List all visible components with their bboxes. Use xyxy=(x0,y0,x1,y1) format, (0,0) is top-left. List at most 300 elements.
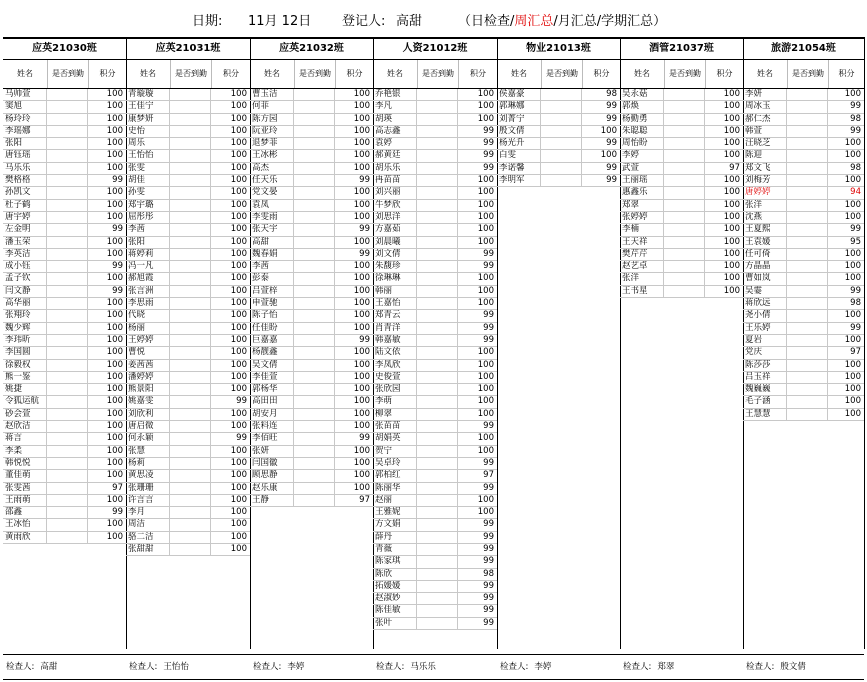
table-row xyxy=(250,200,373,212)
column-name-header: 姓名 xyxy=(373,60,418,88)
table-row xyxy=(373,470,497,482)
attendance-cell xyxy=(170,187,211,198)
column-name-header: 姓名 xyxy=(250,60,295,88)
score-cell: 100 xyxy=(477,187,494,198)
table-row xyxy=(250,335,373,347)
score-cell: 100 xyxy=(106,113,123,124)
attendance-cell xyxy=(47,138,88,149)
attendance-cell xyxy=(787,286,828,297)
student-name: 冉苗苗 xyxy=(373,175,417,186)
score-cell: 99 xyxy=(483,261,494,272)
table-row xyxy=(126,89,250,101)
student-name: 牛梦欣 xyxy=(373,200,417,211)
score-cell: 100 xyxy=(230,519,247,530)
student-name: 张婷婷 xyxy=(620,212,664,223)
attendance-cell xyxy=(417,150,458,161)
attendance-cell xyxy=(294,458,335,469)
score-cell: 99 xyxy=(236,396,247,407)
score-cell: 95 xyxy=(850,236,861,247)
table-row xyxy=(126,409,250,421)
attendance-cell xyxy=(47,298,88,309)
attendance-cell xyxy=(541,101,582,112)
table-row xyxy=(3,532,126,544)
score-cell: 100 xyxy=(477,273,494,284)
student-name: 赵乐康 xyxy=(250,483,294,494)
score-cell: 100 xyxy=(106,384,123,395)
attendance-cell xyxy=(417,605,458,616)
student-name: 胡乐乐 xyxy=(373,163,417,174)
table-row xyxy=(373,532,497,544)
table-row xyxy=(373,396,497,408)
table-row xyxy=(3,101,126,113)
score-cell: 100 xyxy=(844,384,861,395)
attendance-cell xyxy=(417,224,458,235)
student-name: 窦旭 xyxy=(3,101,47,112)
table-row xyxy=(3,433,126,445)
table-row xyxy=(250,175,373,187)
score-cell: 100 xyxy=(477,224,494,235)
table-row xyxy=(743,372,864,384)
attendance-cell xyxy=(170,421,211,432)
attendance-cell xyxy=(294,261,335,272)
table-row xyxy=(743,212,864,224)
attendance-cell xyxy=(47,507,88,518)
score-cell: 100 xyxy=(230,101,247,112)
table-row xyxy=(373,101,497,113)
table-row xyxy=(743,200,864,212)
column-score-header: 积分 xyxy=(470,69,486,78)
attendance-cell xyxy=(47,224,88,235)
attendance-cell xyxy=(417,483,458,494)
student-name: 孙凯文 xyxy=(3,187,47,198)
table-row xyxy=(126,519,250,531)
student-name: 郝仁杰 xyxy=(743,114,787,125)
score-cell: 99 xyxy=(359,224,370,235)
attendance-cell xyxy=(664,261,705,272)
table-row xyxy=(497,138,620,150)
score-cell: 100 xyxy=(230,322,247,333)
score-cell: 100 xyxy=(477,494,494,505)
table-row xyxy=(373,581,497,593)
table-row xyxy=(126,495,250,507)
score-cell: 99 xyxy=(483,162,494,173)
student-name: 潘婷婷 xyxy=(126,372,170,383)
table-row xyxy=(126,384,250,396)
table-row xyxy=(3,212,126,224)
table-row xyxy=(3,483,126,495)
attendance-cell xyxy=(787,150,828,161)
column-score-header: 积分 xyxy=(223,69,239,78)
student-name: 刘文倩 xyxy=(373,249,417,260)
table-row xyxy=(126,421,250,433)
student-name: 张甜甜 xyxy=(126,544,170,555)
score-cell: 100 xyxy=(230,187,247,198)
table-row xyxy=(126,372,250,384)
attendance-cell xyxy=(787,396,828,407)
score-cell: 100 xyxy=(723,199,740,210)
table-row xyxy=(250,101,373,113)
column-name-header: 姓名 xyxy=(126,60,171,88)
score-cell: 100 xyxy=(353,125,370,136)
score-cell: 99 xyxy=(850,285,861,296)
student-name: 朱馥珍 xyxy=(373,261,417,272)
student-name: 王天祥 xyxy=(620,237,664,248)
attendance-cell xyxy=(170,310,211,321)
attendance-cell xyxy=(170,483,211,494)
table-row xyxy=(373,138,497,150)
checker-name: 马乐乐 xyxy=(410,662,436,672)
student-name: 郭琳娜 xyxy=(497,101,541,112)
score-cell: 100 xyxy=(230,359,247,370)
column-attendance-header: 是否到勤 xyxy=(48,60,89,88)
score-cell: 100 xyxy=(723,211,740,222)
attendance-cell xyxy=(170,507,211,518)
attendance-cell xyxy=(417,138,458,149)
table-row xyxy=(497,126,620,138)
student-name: 徐毅权 xyxy=(3,360,47,371)
attendance-cell xyxy=(170,89,211,100)
student-name: 吕玉祥 xyxy=(743,372,787,383)
student-name: 高田田 xyxy=(250,396,294,407)
column-header xyxy=(250,60,373,89)
student-name: 郭焕 xyxy=(620,101,664,112)
attendance-cell xyxy=(664,175,705,186)
attendance-cell xyxy=(294,237,335,248)
table-row xyxy=(373,126,497,138)
attendance-cell xyxy=(787,335,828,346)
student-name: 周冰玉 xyxy=(743,101,787,112)
student-name: 邵鑫 xyxy=(3,507,47,518)
student-name: 张珊珊 xyxy=(126,483,170,494)
table-row xyxy=(126,396,250,408)
score-cell: 97 xyxy=(729,162,740,173)
score-cell: 100 xyxy=(477,408,494,419)
attendance-cell xyxy=(664,273,705,284)
student-name: 郑翠 xyxy=(620,200,664,211)
score-cell: 100 xyxy=(230,531,247,542)
score-cell: 100 xyxy=(106,89,123,99)
score-cell: 100 xyxy=(477,298,494,309)
attendance-cell xyxy=(417,163,458,174)
attendance-cell xyxy=(294,298,335,309)
attendance-cell xyxy=(664,163,705,174)
score-cell: 99 xyxy=(483,556,494,567)
score-cell: 100 xyxy=(723,89,740,99)
table-row xyxy=(3,409,126,421)
table-row xyxy=(620,261,743,273)
score-cell: 99 xyxy=(236,433,247,444)
table-row xyxy=(497,163,620,175)
attendance-cell xyxy=(417,273,458,284)
score-cell: 100 xyxy=(477,433,494,444)
table-row xyxy=(250,114,373,126)
table-row xyxy=(373,384,497,396)
attendance-cell xyxy=(294,483,335,494)
checker-cell xyxy=(620,655,743,679)
student-name: 屈彤彤 xyxy=(126,212,170,223)
table-row xyxy=(250,433,373,445)
score-cell: 100 xyxy=(106,531,123,542)
score-cell: 100 xyxy=(723,261,740,272)
column-name-header: 姓名 xyxy=(497,60,542,88)
attendance-cell xyxy=(787,224,828,235)
student-name: 孟子钦 xyxy=(3,273,47,284)
student-name: 张阳 xyxy=(3,138,47,149)
table-row xyxy=(126,335,250,347)
score-cell: 100 xyxy=(230,199,247,210)
student-name: 冯一凡 xyxy=(126,261,170,272)
score-cell: 100 xyxy=(723,187,740,198)
score-cell: 97 xyxy=(850,347,861,358)
student-name: 赵欣洁 xyxy=(3,421,47,432)
attendance-cell xyxy=(294,347,335,358)
score-cell: 100 xyxy=(353,347,370,358)
attendance-cell xyxy=(170,433,211,444)
checker-label: 检查人: xyxy=(6,662,35,672)
score-cell: 99 xyxy=(483,580,494,591)
table-row xyxy=(373,421,497,433)
score-cell: 100 xyxy=(477,445,494,456)
column-header xyxy=(3,60,126,89)
score-cell: 100 xyxy=(230,224,247,235)
score-cell: 100 xyxy=(230,273,247,284)
attendance-cell xyxy=(170,409,211,420)
table-row xyxy=(497,101,620,113)
attendance-cell xyxy=(541,163,582,174)
attendance-cell xyxy=(170,532,211,543)
student-name: 何菲 xyxy=(250,101,294,112)
score-cell: 100 xyxy=(353,421,370,432)
score-cell: 100 xyxy=(230,285,247,296)
score-cell: 99 xyxy=(483,457,494,468)
checker-label: 检查人: xyxy=(129,662,158,672)
student-name: 胡娟英 xyxy=(373,433,417,444)
student-name: 张欣园 xyxy=(373,384,417,395)
table-row xyxy=(620,89,743,101)
attendance-cell xyxy=(294,150,335,161)
class-title: 酒管21037班 xyxy=(620,37,743,60)
score-cell: 100 xyxy=(230,89,247,99)
attendance-cell xyxy=(47,396,88,407)
score-cell: 100 xyxy=(106,322,123,333)
student-name: 王静 xyxy=(250,495,294,506)
attendance-cell xyxy=(170,150,211,161)
attendance-cell xyxy=(294,126,335,137)
attendance-cell xyxy=(664,126,705,137)
student-name: 尧小倩 xyxy=(743,310,787,321)
student-name: 退梦菲 xyxy=(250,138,294,149)
attendance-cell xyxy=(417,323,458,334)
attendance-cell xyxy=(417,101,458,112)
score-cell: 99 xyxy=(483,125,494,136)
student-name: 王佳宁 xyxy=(126,101,170,112)
student-name: 任佳盼 xyxy=(250,323,294,334)
score-cell: 100 xyxy=(844,248,861,259)
student-name: 李诺馨 xyxy=(497,163,541,174)
score-cell: 99 xyxy=(606,113,617,124)
column-score-header: 积分 xyxy=(838,69,855,78)
attendance-cell xyxy=(787,323,828,334)
score-cell: 100 xyxy=(106,494,123,505)
score-cell: 100 xyxy=(353,89,370,99)
recorder-name: 高甜 xyxy=(396,14,423,29)
score-cell: 100 xyxy=(353,162,370,173)
attendance-cell xyxy=(664,286,705,297)
student-name: 胡佳 xyxy=(126,175,170,186)
attendance-cell xyxy=(787,175,828,186)
student-name: 陈家琪 xyxy=(373,556,417,567)
table-row xyxy=(620,187,743,199)
score-cell: 100 xyxy=(230,125,247,136)
score-cell: 100 xyxy=(844,273,861,284)
checker-name: 李婷 xyxy=(287,662,305,672)
attendance-cell xyxy=(787,249,828,260)
score-cell: 98 xyxy=(850,162,861,173)
attendance-cell xyxy=(541,126,582,137)
table-row xyxy=(3,261,126,273)
table-row xyxy=(250,163,373,175)
attendance-cell xyxy=(170,224,211,235)
student-name: 刘晨曦 xyxy=(373,237,417,248)
student-name: 韩丽 xyxy=(373,286,417,297)
class-title: 应英21032班 xyxy=(250,37,373,60)
score-cell: 99 xyxy=(483,310,494,321)
table-row xyxy=(743,163,864,175)
score-cell: 99 xyxy=(359,248,370,259)
attendance-cell xyxy=(170,114,211,125)
score-cell: 100 xyxy=(106,101,123,112)
score-cell: 100 xyxy=(353,150,370,161)
attendance-cell xyxy=(417,433,458,444)
attendance-cell xyxy=(47,360,88,371)
attendance-cell xyxy=(170,347,211,358)
student-name: 吴卓玲 xyxy=(373,458,417,469)
attendance-cell xyxy=(47,310,88,321)
student-name: 杨光升 xyxy=(497,138,541,149)
attendance-cell xyxy=(417,200,458,211)
student-name: 张料连 xyxy=(250,421,294,432)
column-header xyxy=(743,60,864,89)
checker-cell xyxy=(743,655,864,679)
table-row xyxy=(3,421,126,433)
table-row xyxy=(126,347,250,359)
attendance-cell xyxy=(417,212,458,223)
score-cell: 98 xyxy=(850,113,861,124)
attendance-cell xyxy=(664,212,705,223)
student-name: 张言洲 xyxy=(126,286,170,297)
table-row xyxy=(620,138,743,150)
student-name: 吴霎 xyxy=(743,286,787,297)
attendance-cell xyxy=(417,409,458,420)
student-name: 柳翠 xyxy=(373,409,417,420)
attendance-cell xyxy=(294,89,335,100)
table-row xyxy=(3,458,126,470)
score-cell: 100 xyxy=(353,470,370,481)
score-cell: 100 xyxy=(106,248,123,259)
table-row xyxy=(3,470,126,482)
table-row xyxy=(250,360,373,372)
student-name: 王冰怡 xyxy=(3,519,47,530)
table-row xyxy=(250,138,373,150)
score-cell: 100 xyxy=(230,543,247,554)
student-name: 黄思凌 xyxy=(126,470,170,481)
student-name: 胡瑛 xyxy=(373,114,417,125)
score-cell: 100 xyxy=(477,175,494,186)
table-row xyxy=(3,224,126,236)
table-row xyxy=(250,384,373,396)
attendance-cell xyxy=(417,396,458,407)
student-name: 闫文静 xyxy=(3,286,47,297)
attendance-cell xyxy=(170,335,211,346)
attendance-cell xyxy=(294,249,335,260)
student-name: 陈欣 xyxy=(373,569,417,580)
table-row xyxy=(250,187,373,199)
attendance-cell xyxy=(47,89,88,100)
table-row xyxy=(126,212,250,224)
table-row xyxy=(373,605,497,617)
table-row xyxy=(3,298,126,310)
student-name: 令狐运航 xyxy=(3,396,47,407)
attendance-cell xyxy=(417,556,458,567)
table-row xyxy=(373,249,497,261)
student-name: 张慧 xyxy=(126,446,170,457)
attendance-cell xyxy=(417,519,458,530)
score-cell: 100 xyxy=(230,248,247,259)
attendance-cell xyxy=(417,593,458,604)
score-cell: 100 xyxy=(230,384,247,395)
attendance-cell xyxy=(47,495,88,506)
score-cell: 100 xyxy=(106,445,123,456)
score-cell: 100 xyxy=(353,138,370,149)
attendance-cell xyxy=(47,483,88,494)
table-row xyxy=(126,544,250,556)
student-name: 陈佳敏 xyxy=(373,605,417,616)
class-title: 旅游21054班 xyxy=(743,37,864,60)
attendance-cell xyxy=(417,569,458,580)
recorder-label: 登记人: xyxy=(342,14,386,29)
table-row xyxy=(3,446,126,458)
table-row xyxy=(373,544,497,556)
table-row xyxy=(250,458,373,470)
table-row xyxy=(3,200,126,212)
score-cell: 99 xyxy=(483,482,494,493)
student-name: 唐宇婷 xyxy=(3,212,47,223)
attendance-cell xyxy=(294,212,335,223)
student-name: 许言言 xyxy=(126,495,170,506)
table-row xyxy=(743,187,864,199)
attendance-cell xyxy=(47,532,88,543)
table-row xyxy=(250,273,373,285)
attendance-cell xyxy=(294,446,335,457)
score-cell: 100 xyxy=(106,298,123,309)
student-name: 陈丽华 xyxy=(373,483,417,494)
score-cell: 99 xyxy=(483,248,494,259)
table-row xyxy=(620,224,743,236)
attendance-cell xyxy=(170,360,211,371)
student-name: 李月 xyxy=(126,507,170,518)
table-row xyxy=(743,396,864,408)
student-name: 杨丽 xyxy=(126,323,170,334)
attendance-cell xyxy=(170,273,211,284)
checker-label: 检查人: xyxy=(746,662,775,672)
table-row xyxy=(126,298,250,310)
score-cell: 100 xyxy=(844,175,861,186)
score-cell: 100 xyxy=(477,396,494,407)
table-row xyxy=(743,138,864,150)
table-row xyxy=(373,495,497,507)
student-name: 陈莎莎 xyxy=(743,360,787,371)
attendance-cell xyxy=(47,187,88,198)
